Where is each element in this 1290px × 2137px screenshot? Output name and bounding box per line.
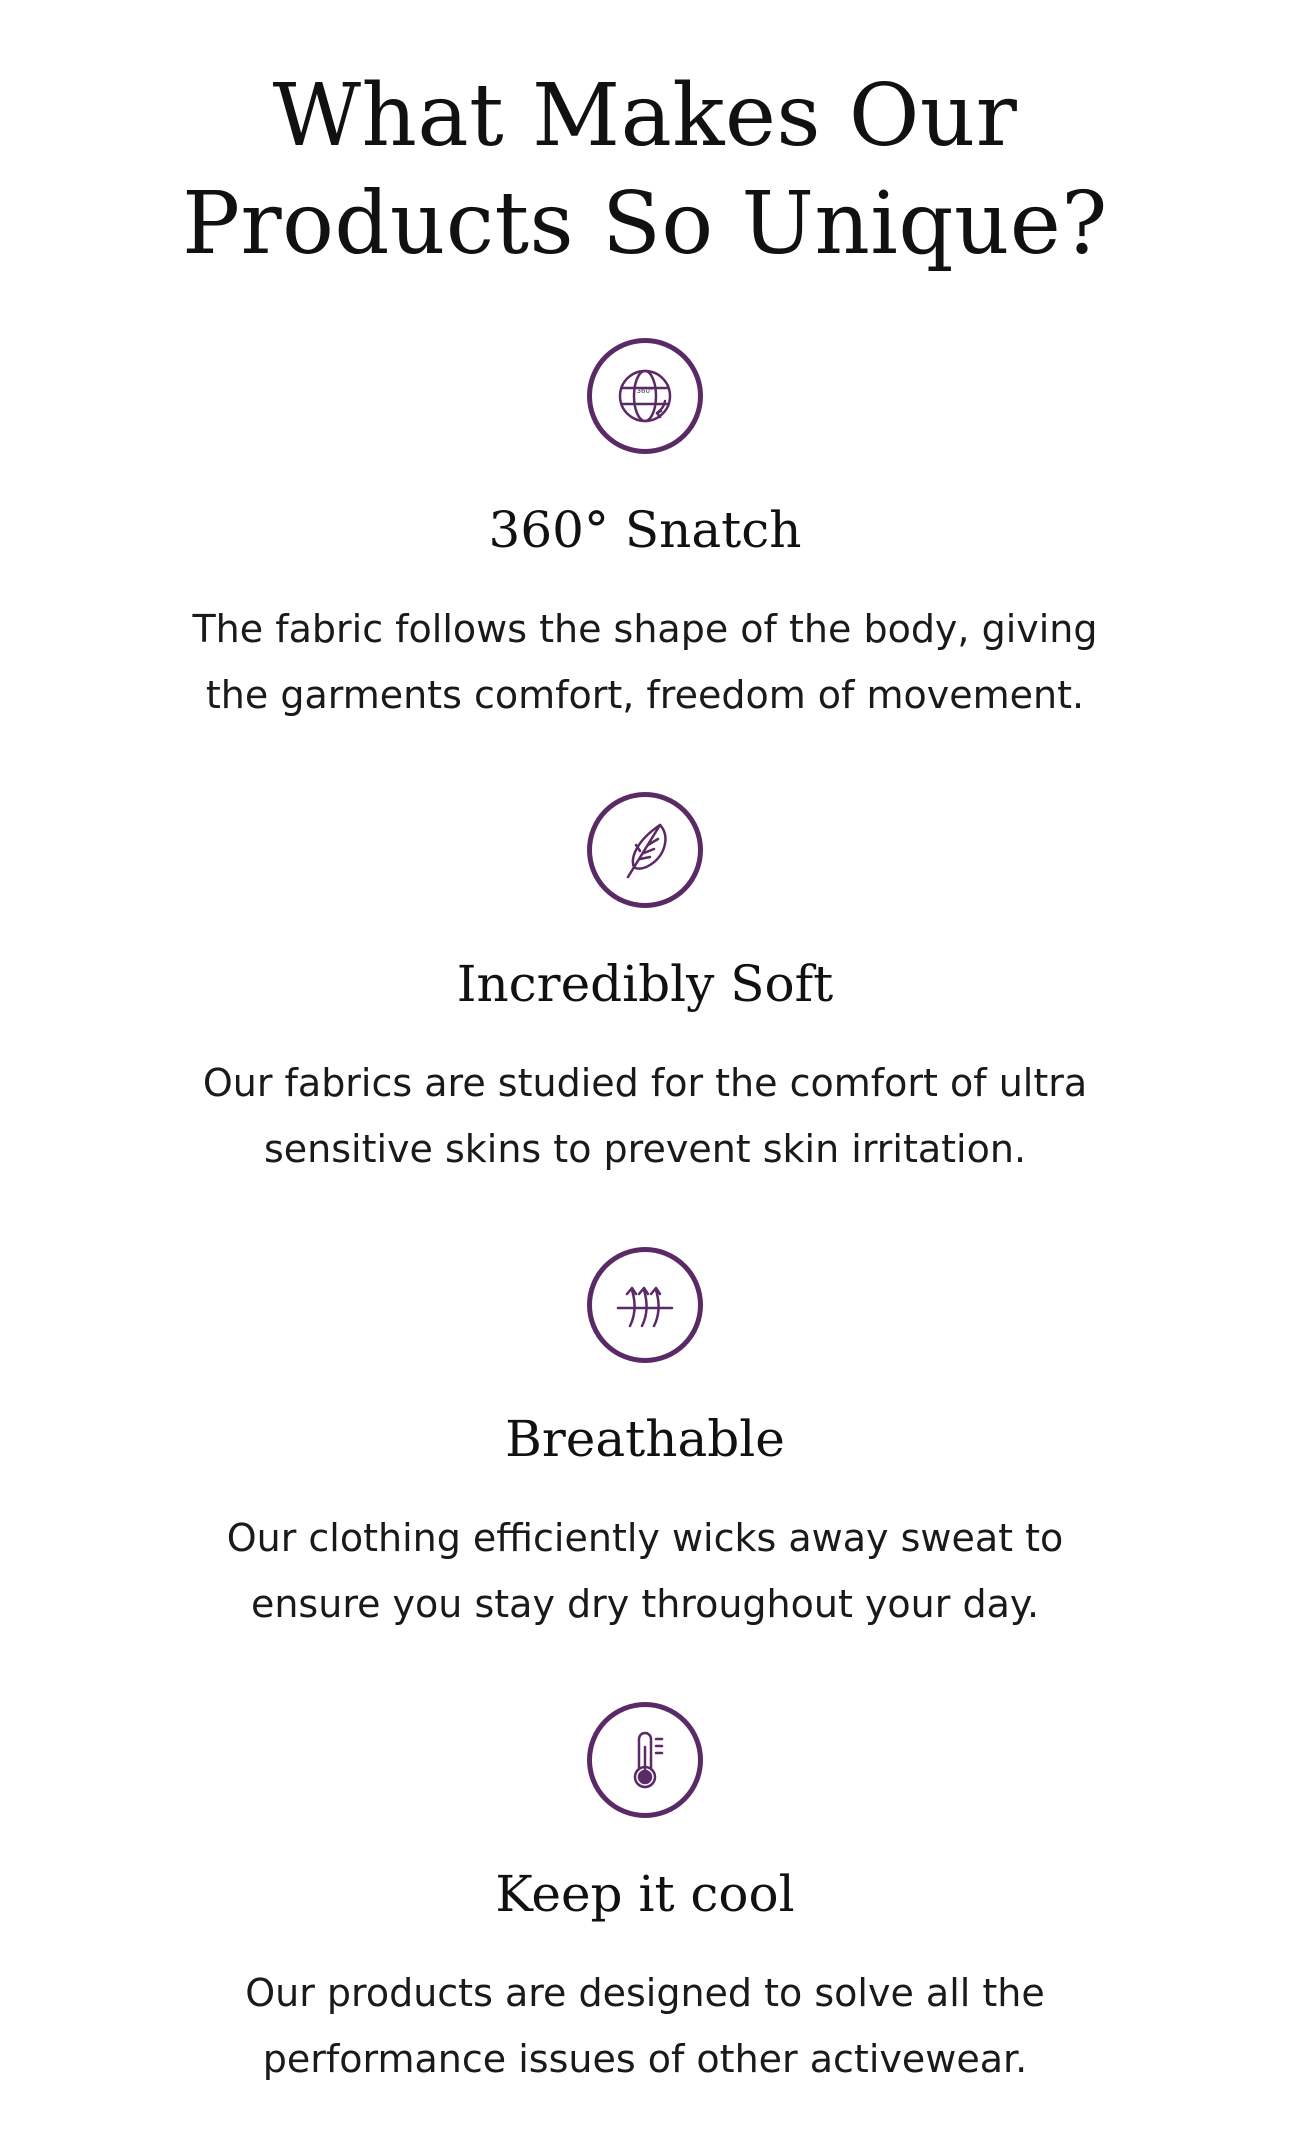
feature-item-keep-it-cool bbox=[0, 1702, 1290, 2092]
heading-line-2: Products So Unique? bbox=[182, 174, 1108, 274]
feature-description: Our clothing efficiently wicks away sweat to ensure you stay dry throughout your day. bbox=[226, 1516, 1064, 1626]
feature-item-breathable bbox=[0, 1247, 1290, 1637]
thermometer-icon bbox=[587, 1702, 703, 1818]
feature-item-incredibly-soft bbox=[0, 792, 1290, 1182]
feature-title: Keep it cool bbox=[495, 1865, 795, 1923]
section-heading bbox=[0, 62, 1290, 278]
feather-icon bbox=[587, 792, 703, 908]
feature-description: The fabric follows the shape of the body, giving the garments comfort, freedom of movement. bbox=[192, 607, 1098, 717]
svg-text:360°: 360° bbox=[636, 387, 654, 395]
breathable-arrows-icon bbox=[587, 1247, 703, 1363]
feature-title: Breathable bbox=[505, 1410, 785, 1468]
globe-360-icon bbox=[587, 338, 703, 454]
heading-line-1: What Makes Our bbox=[272, 66, 1018, 166]
feature-title: 360° Snatch bbox=[488, 501, 802, 559]
feature-item-360-snatch bbox=[0, 338, 1290, 728]
feature-description: Our products are designed to solve all the performance issues of other activewear. bbox=[245, 1971, 1045, 2081]
feature-title: Incredibly Soft bbox=[456, 955, 834, 1013]
feature-description: Our fabrics are studied for the comfort of ultra sensitive skins to prevent skin irritation. bbox=[202, 1061, 1088, 1171]
